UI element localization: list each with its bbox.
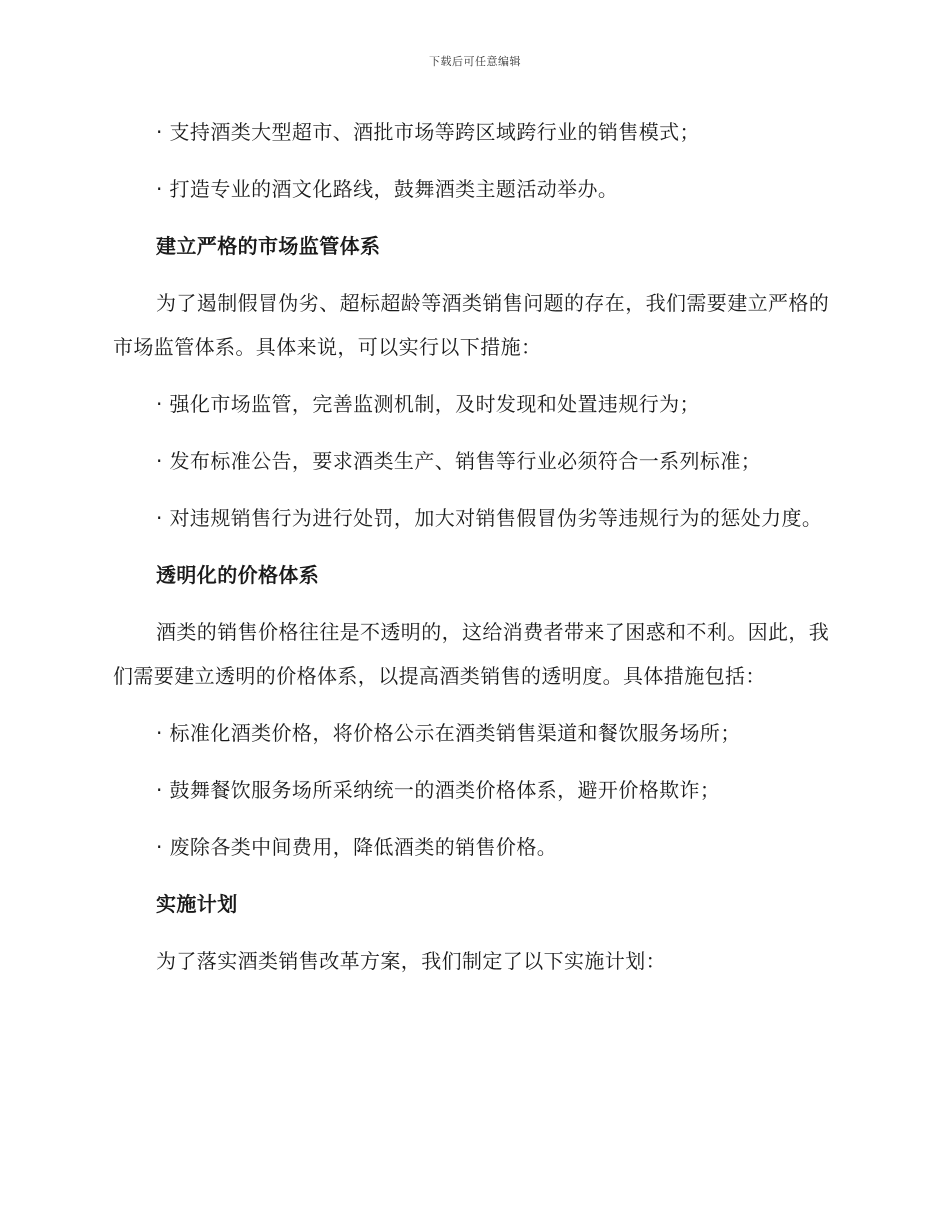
- paragraph: 为了遏制假冒伪劣、超标超龄等酒类销售问题的存在，我们需要建立严格的市场监管体系。具体来说，可以实行以下措施：: [113, 291, 830, 359]
- bullet-item: · 废除各类中间费用，降低酒类的销售价格。: [156, 835, 558, 859]
- bullet-item: · 标准化酒类价格，将价格公示在酒类销售渠道和餐饮服务场所；: [156, 721, 741, 745]
- document-body: [113, 110, 835, 996]
- bullet-item: · 支持酒类大型超市、酒批市场等跨区域跨行业的销售模式；: [156, 120, 700, 144]
- section-heading: 实施计划: [156, 892, 238, 916]
- paragraph: 酒类的销售价格往往是不透明的，这给消费者带来了困惑和不利。因此，我们需要建立透明的价格体系，以提高酒类销售的透明度。具体措施包括：: [113, 620, 830, 688]
- paragraph: 为了落实酒类销售改革方案，我们制定了以下实施计划：: [156, 949, 666, 973]
- bullet-item: · 对违规销售行为进行处罚，加大对销售假冒伪劣等违规行为的惩处力度。: [156, 506, 823, 530]
- page-header: 下载后可任意编辑: [429, 55, 521, 68]
- section-heading: 透明化的价格体系: [156, 563, 320, 587]
- bullet-item: · 发布标准公告，要求酒类生产、销售等行业必须符合一系列标准；: [156, 449, 762, 473]
- bullet-item: · 鼓舞餐饮服务场所采纳统一的酒类价格体系，避开价格欺诈；: [156, 778, 721, 802]
- bullet-item: · 强化市场监管，完善监测机制，及时发现和处置违规行为；: [156, 392, 700, 416]
- section-heading: 建立严格的市场监管体系: [156, 234, 381, 258]
- bullet-item: · 打造专业的酒文化路线，鼓舞酒类主题活动举办。: [156, 177, 619, 201]
